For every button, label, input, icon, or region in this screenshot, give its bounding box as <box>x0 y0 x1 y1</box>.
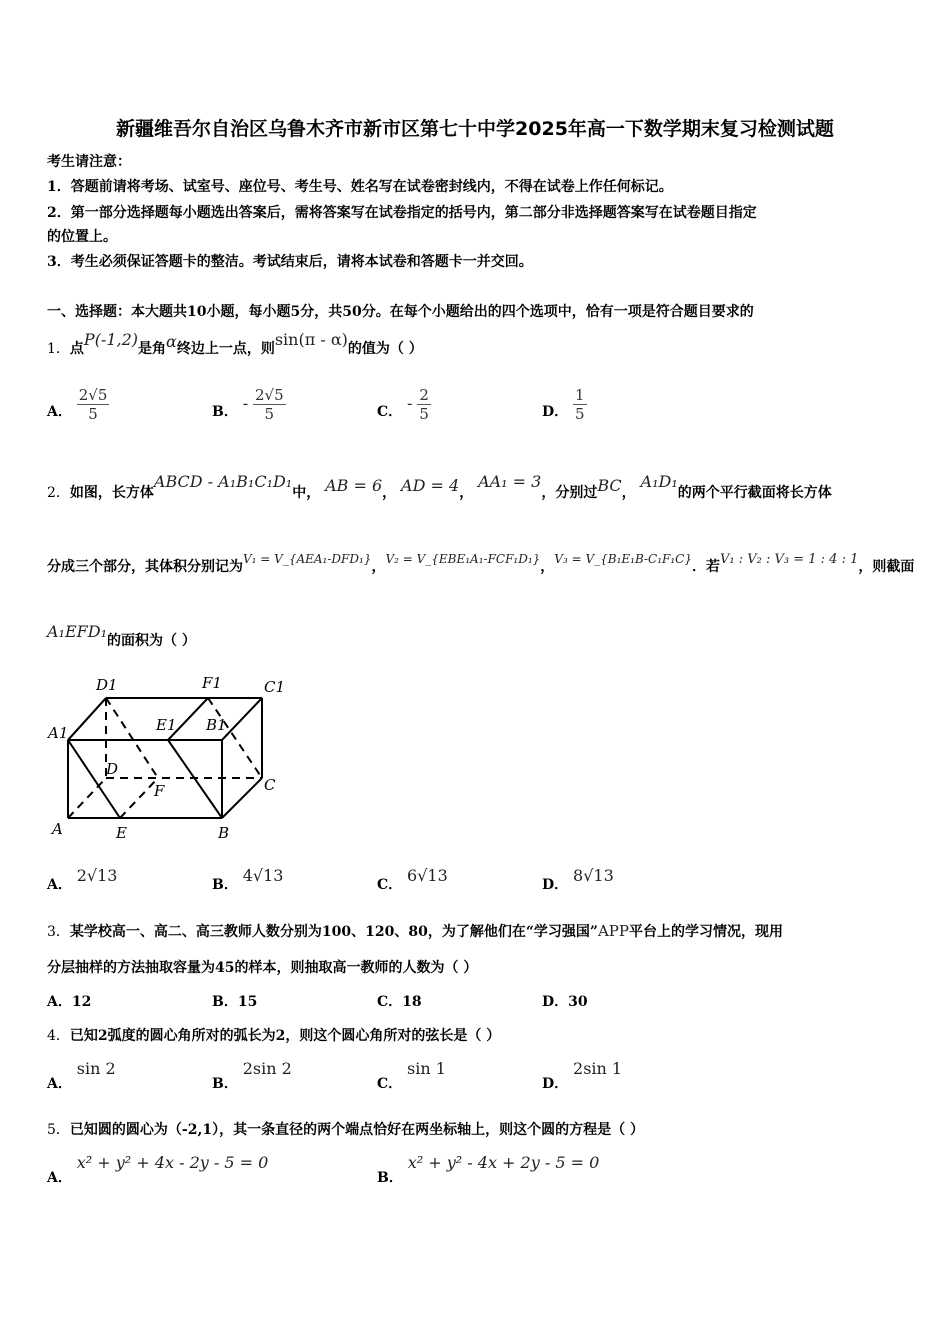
notice-item: 2．第一部分选择题每小题选出答案后，需将答案写在试卷指定的括号内，第二部分非选择题答案写在试卷题目指定 <box>47 205 757 221</box>
q1-text: 终边上一点，则 <box>176 341 275 357</box>
question-1 <box>47 330 423 359</box>
q3-option-a[interactable] <box>47 992 91 1012</box>
section-heading: 一、选择题：本大题共10小题，每小题5分，共50分。在每个小题给出的四个选项中，恰有一项是符合题目要求的 <box>47 304 754 320</box>
label-b1: B1 <box>206 716 227 734</box>
fraction <box>77 386 110 423</box>
label-d: D <box>106 760 119 778</box>
q1-alpha: α <box>166 332 177 351</box>
q3-option-b[interactable] <box>212 992 257 1012</box>
denominator: 5 <box>88 405 98 423</box>
fraction <box>417 386 431 423</box>
question-5 <box>47 1120 644 1140</box>
option-value: 12 <box>71 994 92 1010</box>
option-label: B． <box>212 403 238 420</box>
option-label: B． <box>212 877 238 893</box>
q5-option-a[interactable] <box>47 1153 269 1186</box>
q2-option-a[interactable] <box>47 866 118 893</box>
q1-option-d[interactable] <box>542 386 587 423</box>
q3-text: 某学校高一、高二、高三教师人数分别为100、120、80，为了解他们在“学习强国” <box>69 924 598 940</box>
notice-item: 3．考生必须保证答题卡的整洁。考试结束后，请将本试卷和答题卡一并交回。 <box>47 254 533 270</box>
label-c: C <box>264 776 276 794</box>
numerator: 1 <box>575 386 585 404</box>
q2-ad: AD = 4 <box>401 476 460 495</box>
q2-option-c[interactable] <box>377 866 448 893</box>
option-label: C． <box>377 1076 403 1092</box>
option-label: C． <box>377 403 403 420</box>
notice-item: 1．答题前请将考场、试室号、座位号、考生号、姓名写在试卷密封线内，不得在试卷上作任何标记。 <box>47 179 673 195</box>
option-label: A． <box>47 1076 72 1092</box>
notice-item: 的位置上。 <box>47 229 117 245</box>
q2-v3: V₃ = V_{B₁E₁B-C₁F₁C} <box>554 552 692 566</box>
question-3 <box>47 921 783 942</box>
q1-option-a[interactable] <box>47 386 109 423</box>
separator: ， <box>621 485 636 501</box>
option-value: 2√13 <box>76 866 118 885</box>
q5-text: 已知圆的圆心为（-2,1），其一条直径的两个端点恰好在两坐标轴上，则这个圆的方程是（ ） <box>69 1122 644 1138</box>
fraction <box>253 386 286 423</box>
numerator: 2√5 <box>78 386 108 404</box>
edge-b1c1 <box>222 698 262 740</box>
option-label: C． <box>377 877 403 893</box>
q4-option-b[interactable] <box>212 1059 292 1092</box>
option-label: D． <box>542 877 569 893</box>
option-label: D． <box>542 994 569 1010</box>
option-value: 2sin 1 <box>573 1059 623 1078</box>
q1-option-c[interactable] <box>377 386 431 423</box>
q2-text: ．若 <box>692 559 720 575</box>
option-value: 18 <box>402 994 422 1010</box>
q2-v1: V₁ = V_{AEA₁-DFD₁} <box>243 552 372 566</box>
q4-option-d[interactable] <box>542 1059 623 1092</box>
q2-a1d1: A₁D₁ <box>640 472 678 491</box>
option-label: C． <box>377 994 403 1010</box>
separator: ， <box>371 559 386 575</box>
question-number: 1． <box>47 341 70 357</box>
q2-text: 的两个平行截面将长方体 <box>677 485 832 501</box>
question-number: 2． <box>47 485 70 501</box>
edge-ef-hidden <box>120 778 158 818</box>
option-value: sin 2 <box>76 1059 116 1078</box>
q3-line2: 分层抽样的方法抽取容量为45的样本，则抽取高一教师的人数为（ ） <box>47 960 478 976</box>
separator: ， <box>540 559 555 575</box>
label-d1: D1 <box>96 676 118 694</box>
q4-option-c[interactable] <box>377 1059 446 1092</box>
q2-text: ，分别过 <box>541 485 598 501</box>
q1-text: 是角 <box>138 341 167 357</box>
label-f: F <box>154 782 165 800</box>
label-a1: A1 <box>48 724 69 742</box>
edge-ad-hidden <box>68 778 106 818</box>
q2-text: 如图，长方体 <box>69 485 154 501</box>
option-label: D． <box>542 1076 569 1092</box>
q1-option-b[interactable] <box>212 386 286 423</box>
q2-line2 <box>47 552 915 578</box>
option-value: x² + y² - 4x + 2y - 5 = 0 <box>407 1153 600 1172</box>
minus-sign: - <box>407 393 413 413</box>
edge-f1c-hidden <box>208 698 262 778</box>
edge-section-top <box>68 698 106 740</box>
q1-expression: sin(π - α) <box>274 330 348 349</box>
q1-text: 的值为（ ） <box>347 341 423 357</box>
q2-ab: AB = 6 <box>325 476 383 495</box>
option-label: B． <box>212 1076 238 1092</box>
q2-option-d[interactable] <box>542 866 614 893</box>
option-value: x² + y² + 4x - 2y - 5 = 0 <box>76 1153 269 1172</box>
q2-line3 <box>47 622 196 651</box>
option-label: A． <box>47 994 72 1010</box>
q4-text: 已知2弧度的圆心角所对的弧长为2，则这个圆心角所对的弦长是（ ） <box>69 1028 501 1044</box>
q2-section: A₁EFD₁ <box>47 622 107 641</box>
question-number: 5． <box>47 1122 70 1138</box>
q1-text: 点 <box>69 341 84 357</box>
q2-v2: V₂ = V_{EBE₁A₁-FCF₁D₁} <box>385 552 541 566</box>
question-number: 3． <box>47 924 70 940</box>
q3-app: APP <box>597 922 629 940</box>
edge-bc <box>222 778 262 818</box>
numerator: 2√5 <box>255 386 284 404</box>
q2-text: 的面积为（ ） <box>107 633 196 649</box>
q2-text: 中， <box>292 485 321 501</box>
label-e: E <box>116 824 127 842</box>
option-value: 8√13 <box>573 866 614 885</box>
q3-option-d[interactable] <box>542 992 588 1012</box>
page-title: 新疆维吾尔自治区乌鲁木齐市新市区第七十中学2025年高一下数学期末复习检测试题 <box>116 118 834 140</box>
denominator: 5 <box>264 405 275 423</box>
label-f1: F1 <box>202 674 222 692</box>
question-number: 4． <box>47 1028 70 1044</box>
option-label: B． <box>377 1170 403 1186</box>
label-a: A <box>52 820 63 838</box>
q2-ratio: V₁ : V₂ : V₃ = 1 : 4 : 1 <box>720 552 859 567</box>
q4-option-a[interactable] <box>47 1059 116 1092</box>
option-label: D． <box>542 403 569 420</box>
separator: ， <box>382 485 397 501</box>
label-b: B <box>218 824 230 842</box>
q5-option-b[interactable] <box>377 1153 600 1186</box>
denominator: 5 <box>575 405 585 423</box>
q3-text: 平台上的学习情况，现用 <box>629 924 783 940</box>
option-label: B． <box>212 994 238 1010</box>
label-c1: C1 <box>264 678 286 696</box>
option-label: A． <box>47 1170 72 1186</box>
question-4 <box>47 1026 500 1046</box>
option-value: 6√13 <box>407 866 448 885</box>
option-label: A． <box>47 877 72 893</box>
q2-box: ABCD - A₁B₁C₁D₁ <box>153 472 293 491</box>
option-value: 2sin 2 <box>242 1059 292 1078</box>
q1-point: P(-1,2) <box>83 330 139 349</box>
q2-aa1: AA₁ = 3 <box>478 472 542 491</box>
question-2 <box>47 472 832 503</box>
option-value: sin 1 <box>407 1059 446 1078</box>
q3-option-c[interactable] <box>377 992 422 1012</box>
minus-sign: - <box>242 393 249 413</box>
option-value: 15 <box>237 994 258 1010</box>
option-label: A． <box>47 403 72 420</box>
cuboid-figure <box>40 670 300 845</box>
notice-heading: 考生请注意： <box>47 154 131 170</box>
q2-bc: BC <box>597 476 622 495</box>
q2-option-b[interactable] <box>212 866 284 893</box>
q2-text: 分成三个部分，其体积分别记为 <box>47 559 243 575</box>
separator: ， <box>459 485 474 501</box>
label-e1: E1 <box>156 716 177 734</box>
q2-text: ，则截面 <box>858 559 915 575</box>
denominator: 5 <box>419 405 429 423</box>
option-value: 4√13 <box>242 866 284 885</box>
option-value: 30 <box>568 994 588 1010</box>
fraction <box>573 386 587 423</box>
numerator: 2 <box>419 386 429 404</box>
